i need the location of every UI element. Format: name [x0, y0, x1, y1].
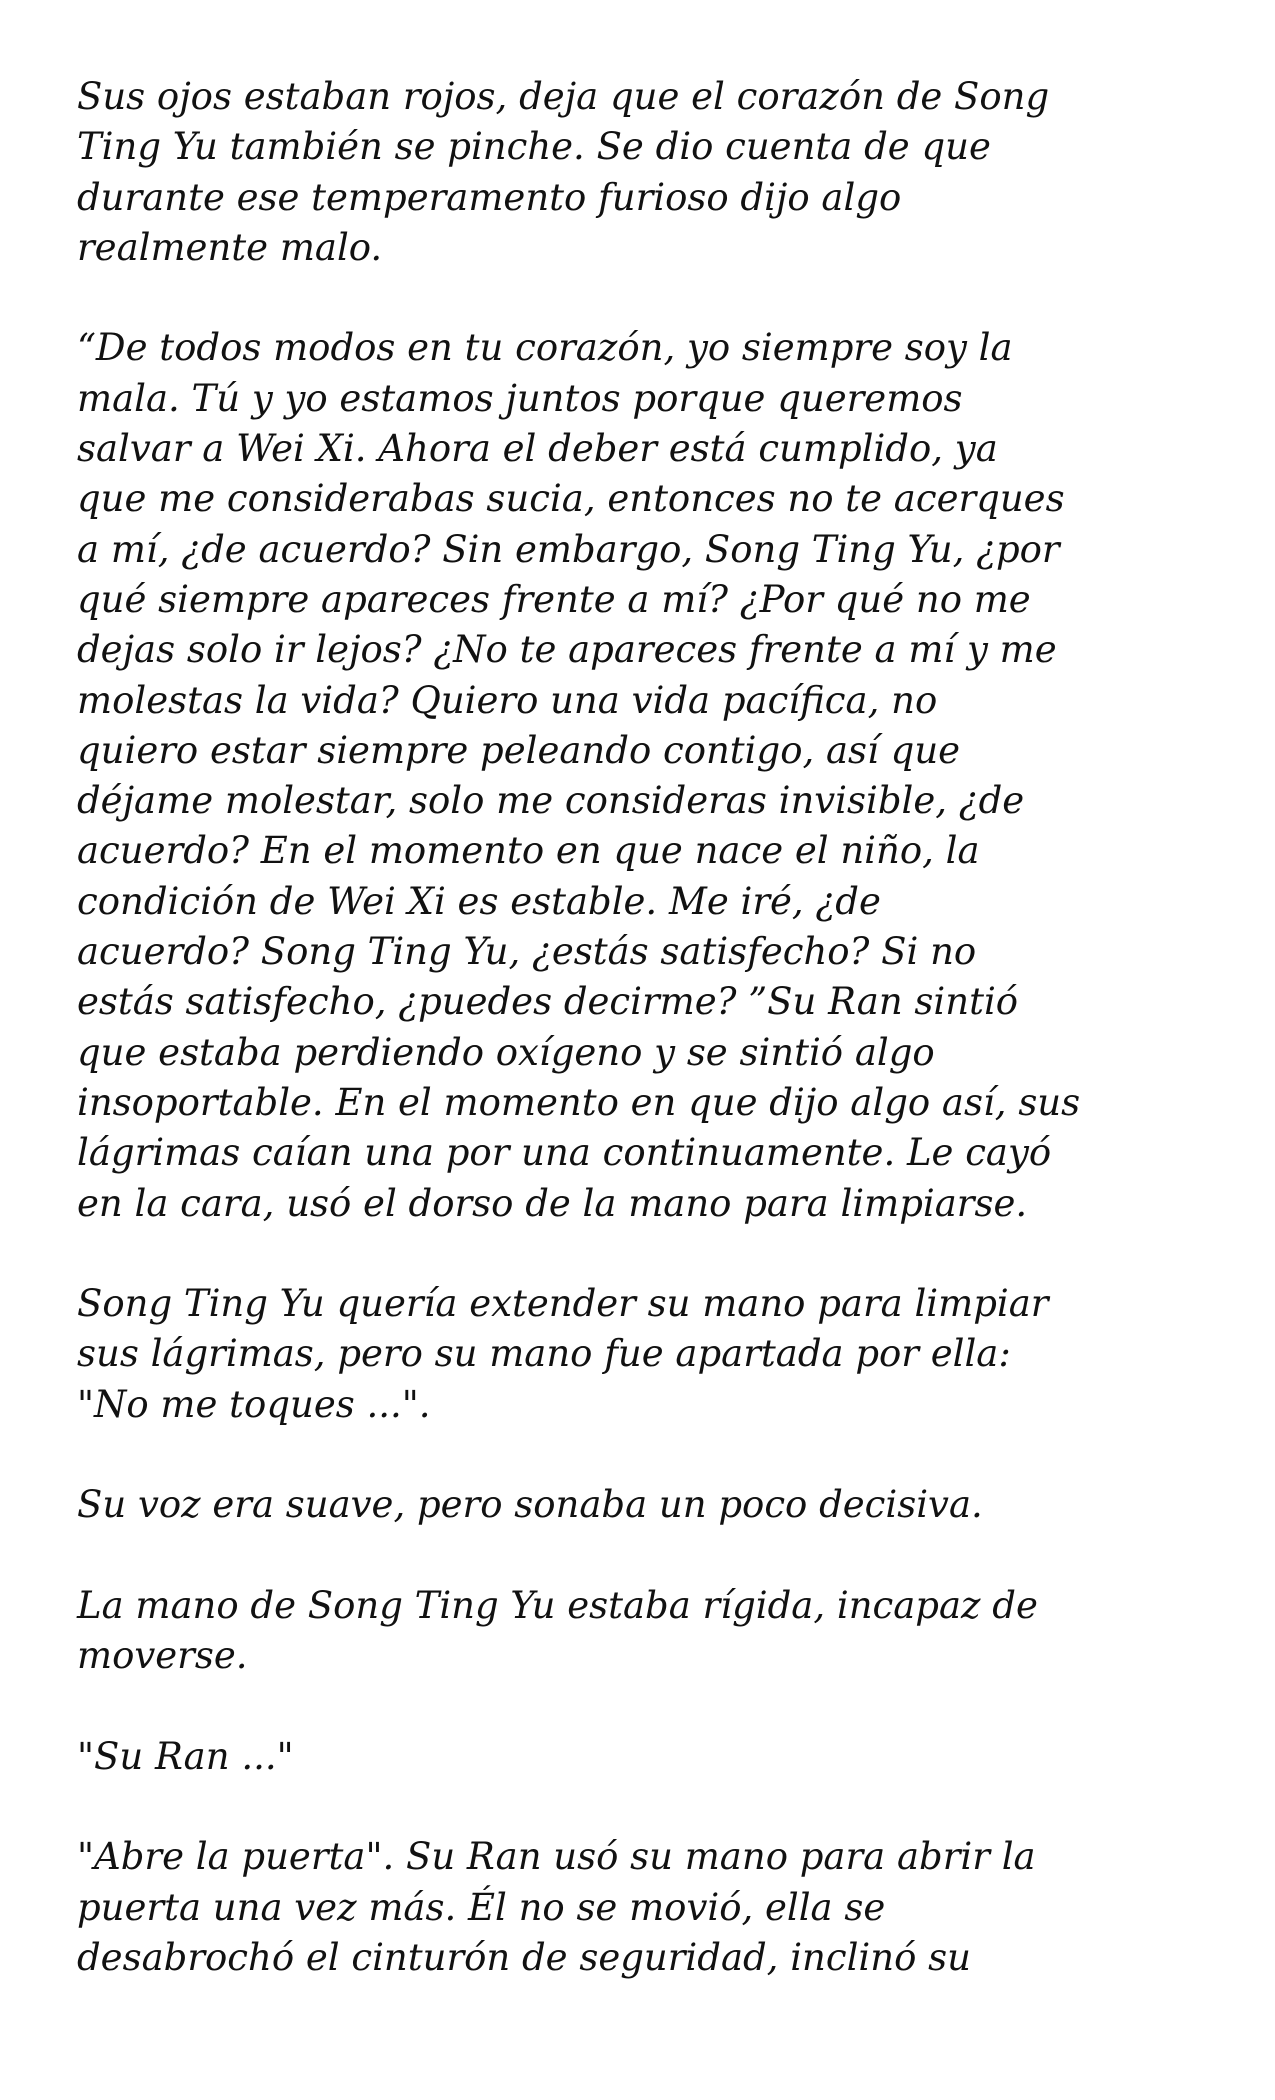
- paragraph-7: "Abre la puerta". Su Ran usó su mano para abrir la puerta una vez más. Él no se movió, ella se desabrochó el cinturón de seguridad, inclinó su: [77, 1835, 1036, 1979]
- paragraph-3: Song Ting Yu quería extender su mano para limpiar sus lágrimas, pero su mano fue apartada por ella: "No me toques ...".: [77, 1282, 1049, 1426]
- paragraph-4: Su voz era suave, pero sonaba un poco decisiva.: [77, 1483, 983, 1527]
- paragraph-6: "Su Ran ...": [77, 1734, 294, 1778]
- paragraph-1: Sus ojos estaban rojos, deja que el corazón de Song Ting Yu también se pinche. Se dio cuenta de que durante ese temperamento furioso dijo algo realmente malo.: [77, 75, 1050, 269]
- body-text: [77, 72, 1227, 2034]
- paragraph-5: La mano de Song Ting Yu estaba rígida, incapaz de moverse.: [77, 1583, 1038, 1678]
- paragraph-2: “De todos modos en tu corazón, yo siempre soy la mala. Tú y yo estamos juntos porque queremos salvar a Wei Xi. Ahora el deber está cumplido, ya que me considerabas sucia, entonces no te acerques a mí, ¿de acuerdo? Sin embargo, Song Ting Yu, ¿por qué siempre apareces frente a mí? ¿Por qué no me dejas solo ir lejos? ¿No te apareces frente a mí y me molestas la vida? Quiero una vida pacífica, no quiero estar siempre peleando contigo, así que déjame molestar, solo me consideras invisible, ¿de acuerdo? En el momento en que nace el niño, la condición de Wei Xi es estable. Me iré, ¿de acuerdo? Song Ting Yu, ¿estás satisfecho? Si no estás satisfecho, ¿puedes decirme? ”Su Ran sintió que estaba perdiendo oxígeno y se sintió algo insoportable. En el momento en que dijo algo así, sus lágrimas caían una por una continuamente. Le cayó en la cara, usó el dorso de la mano para limpiarse.: [77, 326, 1081, 1225]
